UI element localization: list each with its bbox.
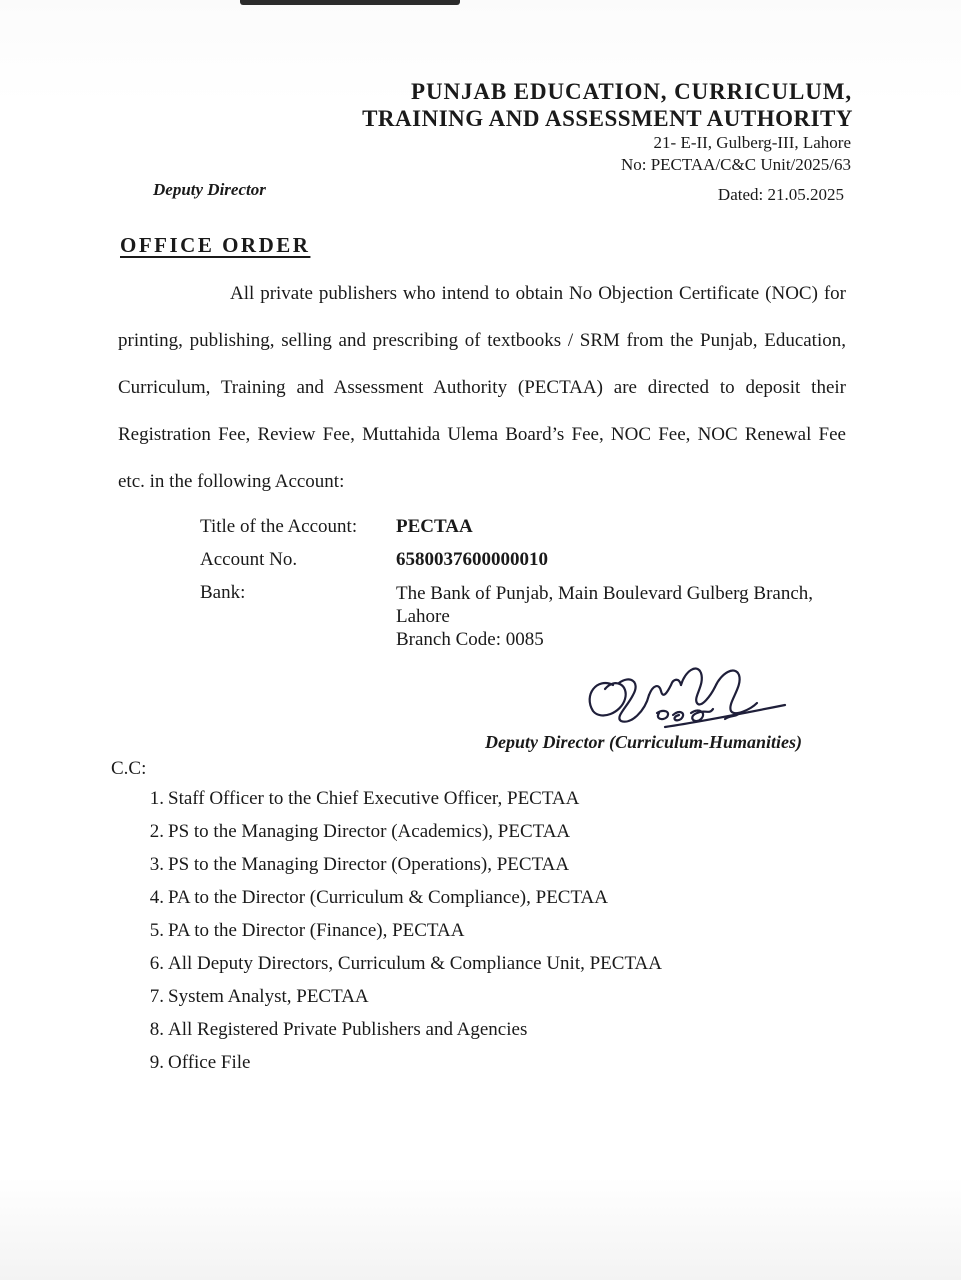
cc-item-number: 3. <box>149 854 164 875</box>
cc-item-number: 5. <box>149 920 164 941</box>
cc-item-text: System Analyst, PECTAA <box>168 986 369 1007</box>
org-name-line2: TRAINING AND ASSESSMENT AUTHORITY <box>362 106 853 131</box>
order-body-text: All private publishers who intend to obtain No Objection Certificate (NOC) for printing, publishing, selling and prescribing of textbooks / SRM from the Punjab, Education, Curriculum, Training and Assessment Authority (PECTAA) are directed to deposit their Registration Fee, Review Fee, Muttahida Ulema Board’s Fee, NOC Fee, NOC Renewal Fee etc. in the following Account: <box>118 283 846 492</box>
org-name-line1: PUNJAB EDUCATION, CURRICULUM, <box>411 79 852 104</box>
reference-number: No: PECTAA/C&C Unit/2025/63 <box>620 155 851 174</box>
cc-item <box>130 819 662 852</box>
cc-item-text: PS to the Managing Director (Operations), PECTAA <box>168 854 570 875</box>
bank-line3: Branch Code: 0085 <box>396 629 544 650</box>
account-title-label: Title of the Account: <box>200 516 358 537</box>
cc-item <box>130 984 662 1017</box>
account-number-label: Account No. <box>200 549 298 570</box>
cc-item-number: 9. <box>149 1052 164 1073</box>
cc-item <box>130 885 662 918</box>
cc-item-text: PA to the Director (Curriculum & Compliance), PECTAA <box>168 887 608 908</box>
order-body <box>118 270 846 505</box>
bank-line2: Lahore <box>396 606 450 627</box>
cc-item-number: 7. <box>149 986 164 1007</box>
cc-item <box>130 852 662 885</box>
bank-line1: The Bank of Punjab, Main Boulevard Gulberg Branch, <box>396 583 814 604</box>
cc-item-text: All Registered Private Publishers and Agencies <box>168 1019 528 1040</box>
cc-item <box>130 1017 662 1050</box>
cc-item-number: 1. <box>149 788 164 809</box>
cc-item-number: 6. <box>149 953 164 974</box>
account-title-value: PECTAA <box>396 516 473 537</box>
order-title: OFFICE ORDER <box>120 233 311 257</box>
cc-item-text: All Deputy Directors, Curriculum & Compliance Unit, PECTAA <box>168 953 662 974</box>
account-number-value: 6580037600000010 <box>396 549 548 570</box>
cc-item <box>130 951 662 984</box>
signatory-designation: Deputy Director (Curriculum-Humanities) <box>485 732 803 752</box>
cc-item-number: 2. <box>149 821 164 842</box>
cc-item-number: 8. <box>149 1019 164 1040</box>
cc-item-text: PS to the Managing Director (Academics), PECTAA <box>168 821 571 842</box>
bank-label: Bank: <box>200 582 246 603</box>
cc-item-text: Staff Officer to the Chief Executive Officer, PECTAA <box>168 788 580 809</box>
handwritten-signature <box>575 655 790 735</box>
cc-label: C.C: <box>111 758 147 779</box>
scan-edge-mark <box>240 0 460 5</box>
sender-designation: Deputy Director <box>153 180 266 199</box>
cc-item-text: PA to the Director (Finance), PECTAA <box>168 920 465 941</box>
cc-list <box>130 786 662 1083</box>
cc-item <box>130 786 662 819</box>
cc-item <box>130 1050 662 1083</box>
bank-value <box>396 582 856 651</box>
cc-item <box>130 918 662 951</box>
order-date: Dated: 21.05.2025 <box>717 185 844 204</box>
org-address: 21- E-II, Gulberg-III, Lahore <box>653 133 851 152</box>
cc-item-number: 4. <box>149 887 164 908</box>
cc-item-text: Office File <box>168 1052 251 1073</box>
